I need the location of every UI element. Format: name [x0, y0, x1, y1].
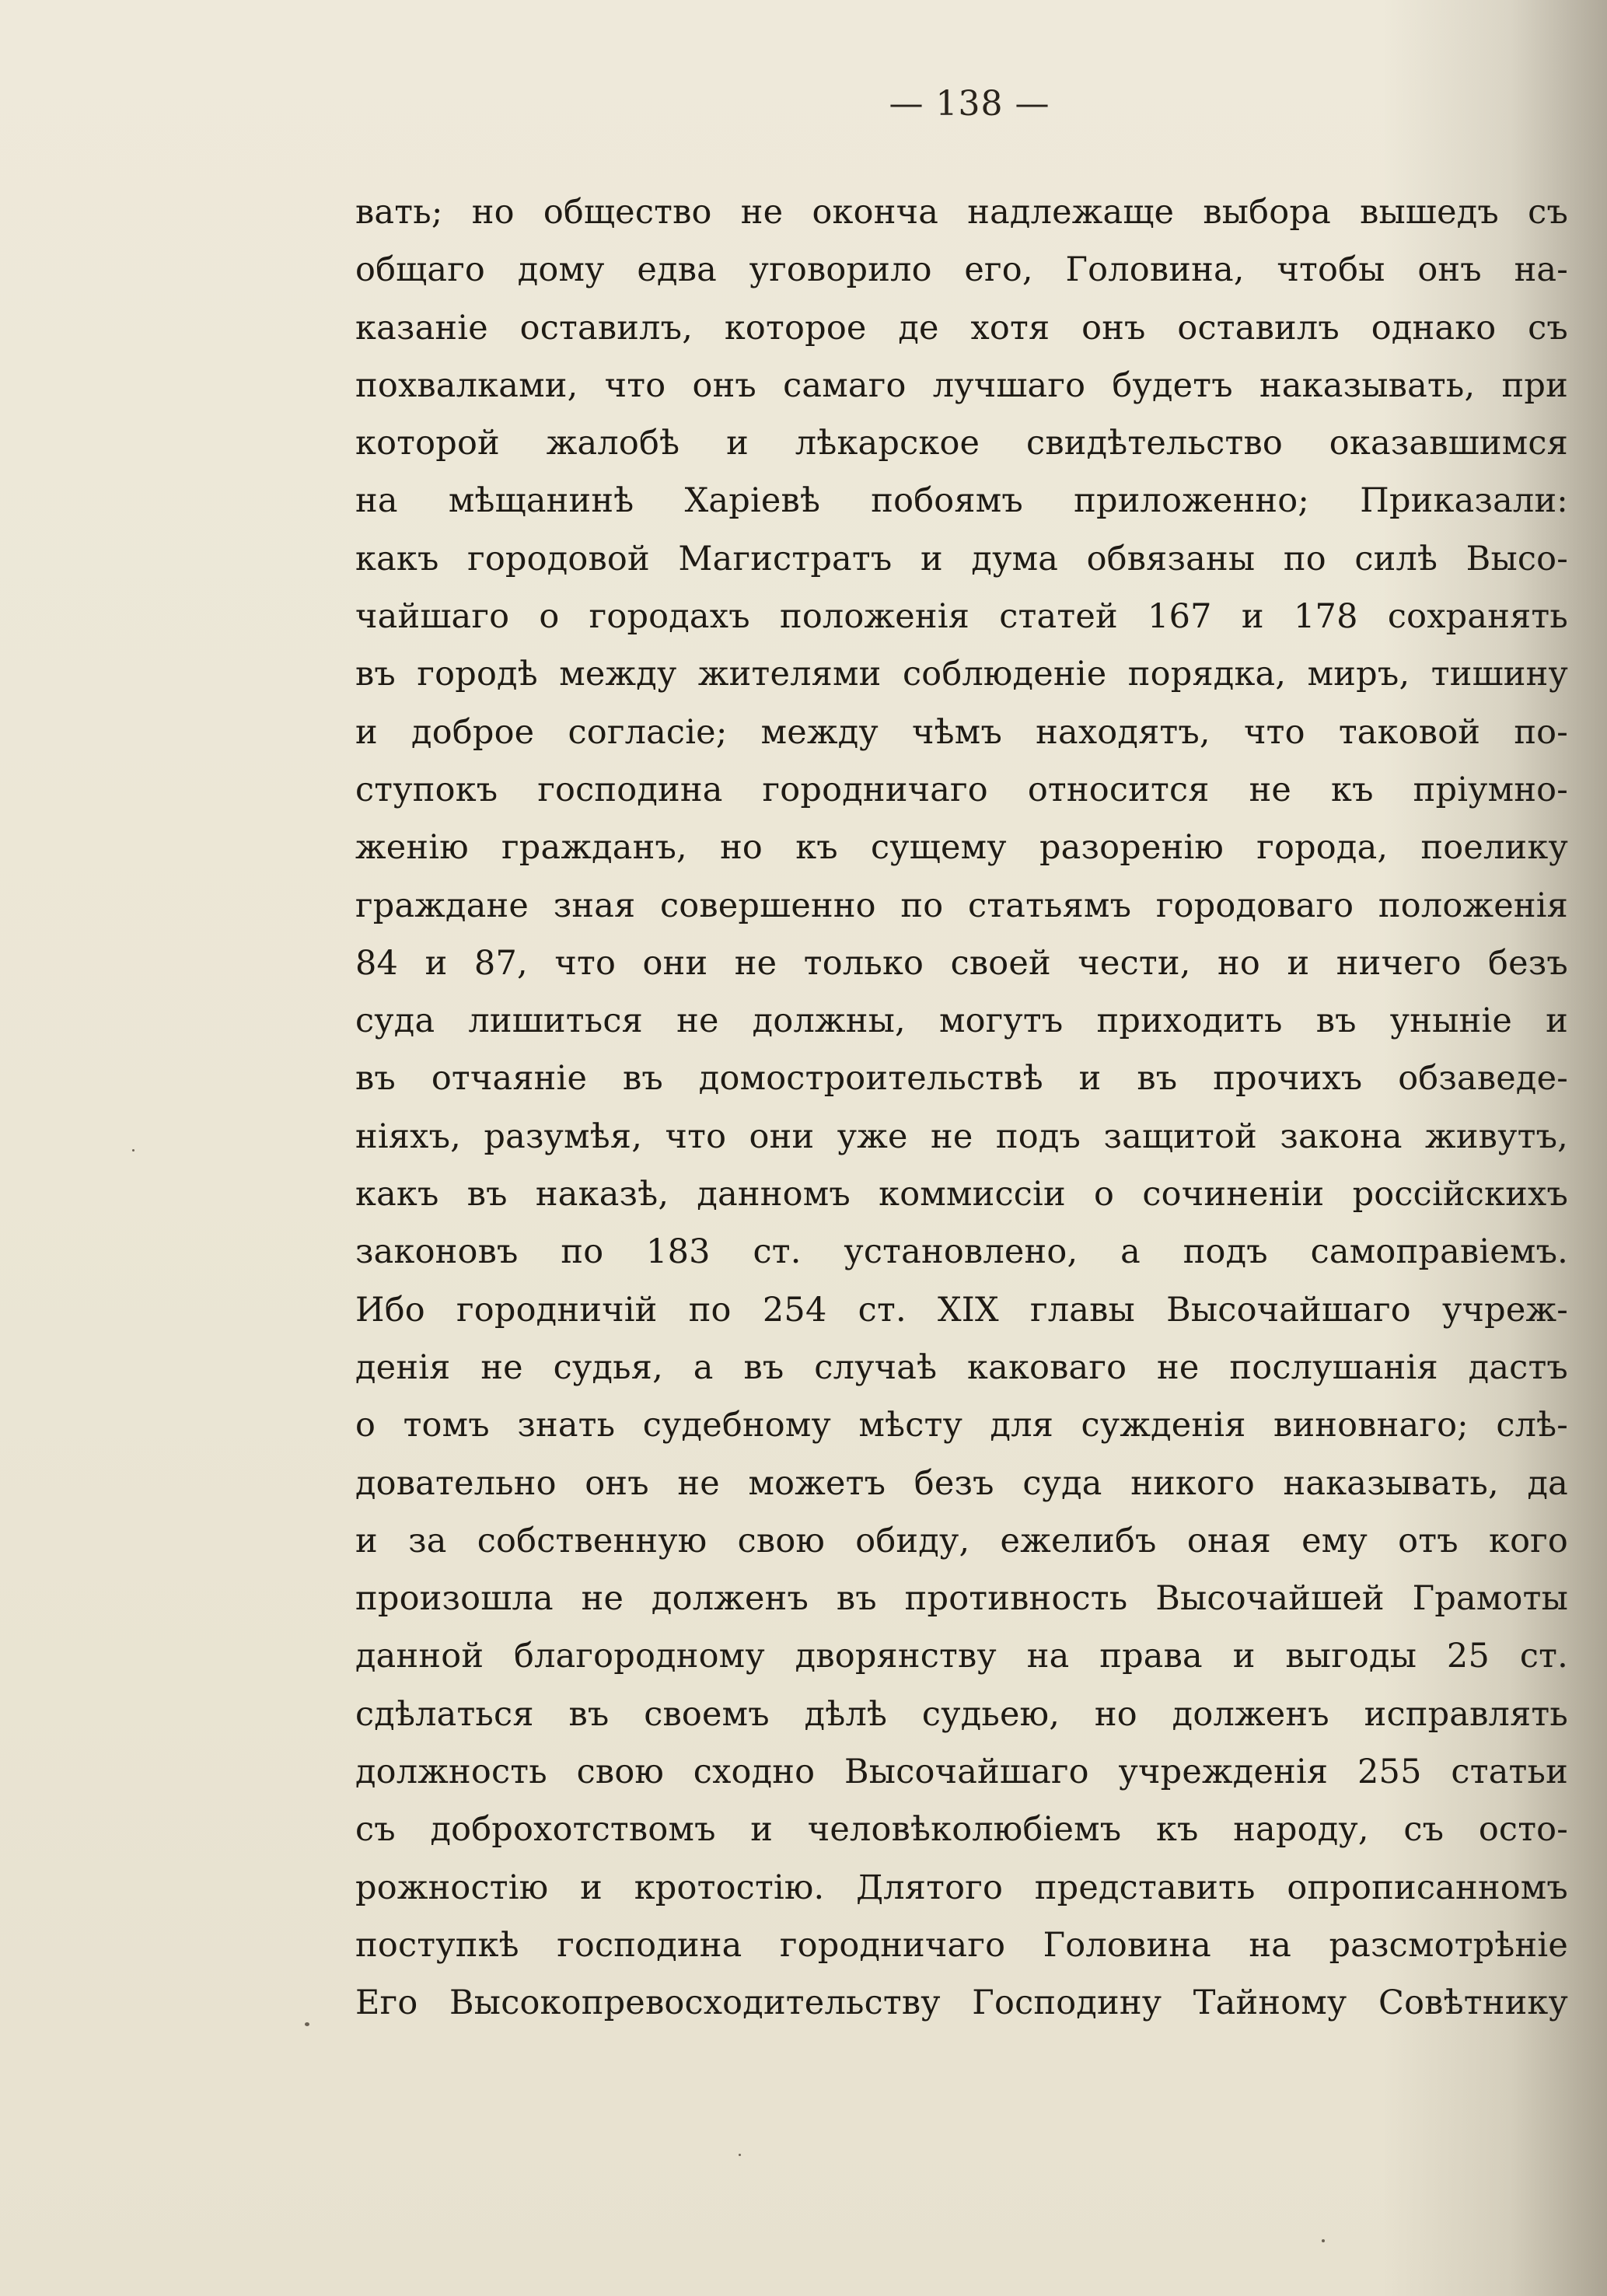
text-line: казаніе оставилъ, которое де хотя онъ оставилъ однако съ	[355, 308, 1568, 348]
text-line: чайшаго о городахъ положенія статей 167 и 178 сохранять	[355, 597, 1568, 637]
page-number: — 138 —	[889, 84, 1050, 124]
text-line: граждане зная совершенно по статьямъ городоваго положенія	[355, 886, 1568, 925]
text-line: съ доброхотствомъ и человѣколюбіемъ къ народу, съ осто-	[355, 1810, 1568, 1850]
text-line: которой жалобѣ и лѣкарское свидѣтельство оказавшимся	[355, 424, 1568, 463]
text-line: какъ городовой Магистратъ и дума обвязаны по силѣ Высо-	[355, 539, 1568, 578]
text-line: довательно онъ не можетъ безъ суда никого наказывать, да	[355, 1463, 1568, 1503]
text-line: Его Высокопревосходительству Господину Тайному Совѣтнику	[355, 1983, 1568, 2023]
text-line: должность свою сходно Высочайшаго учрежденія 255 статьи	[355, 1753, 1568, 1792]
text-line: ступокъ господина городничаго относится не къ пріумно-	[355, 770, 1568, 809]
body-text	[355, 183, 1568, 2032]
text-line: на мѣщанинѣ Харіевѣ побоямъ приложенно; Приказали:	[355, 481, 1568, 521]
text-line: поступкѣ господина городничаго Головина на разсмотрѣніе	[355, 1925, 1568, 1965]
text-line: ніяхъ, разумѣя, что они уже не подъ защитой закона живутъ,	[355, 1117, 1568, 1156]
text-line: въ городѣ между жителями соблюденіе порядка, миръ, тишину	[355, 655, 1568, 694]
text-line: 84 и 87, что они не только своей чести, но и ничего безъ	[355, 943, 1568, 983]
text-line: законовъ по 183 ст. установлено, а подъ самоправіемъ.	[355, 1232, 1568, 1272]
text-line: и доброе согласіе; между чѣмъ находятъ, что таковой по-	[355, 712, 1568, 752]
text-line: похвалками, что онъ самаго лучшаго будетъ наказывать, при	[355, 365, 1568, 405]
text-line: вать; но общество не окончa надлежаще выбора вышедъ съ	[355, 193, 1568, 232]
text-line: суда лишиться не должны, могутъ приходить въ уныніе и	[355, 1001, 1568, 1041]
text-line: о томъ знать судебному мѣсту для сужденія виновнаго; слѣ-	[355, 1406, 1568, 1445]
text-line: рожностію и кротостію. Длятого представить опрописанномъ	[355, 1868, 1568, 1907]
text-line: произошла не долженъ въ противность Высочайшей Грамоты	[355, 1579, 1568, 1619]
text-line: женію гражданъ, но къ сущему разоренію города, поелику	[355, 828, 1568, 868]
text-line: данной благородному дворянству на права и выгоды 25 ст.	[355, 1637, 1568, 1676]
text-line: денія не судья, а въ случаѣ каковаго не послушанія дастъ	[355, 1347, 1568, 1387]
text-line: и за собственную свою обиду, ежелибъ оная ему отъ кого	[355, 1521, 1568, 1560]
text-line: въ отчаяніе въ домостроительствѣ и въ прочихъ обзаведе-	[355, 1059, 1568, 1099]
text-line: сдѣлаться въ своемъ дѣлѣ судьею, но долженъ исправлять	[355, 1694, 1568, 1734]
text-line: какъ въ наказѣ, данномъ коммиссіи о сочиненіи россійскихъ	[355, 1175, 1568, 1214]
text-line: Ибо городничій по 254 ст. XIX главы Высочайшаго учреж-	[355, 1290, 1568, 1330]
text-line: общаго дому едва уговорило его, Головина, чтобы онъ на-	[355, 250, 1568, 290]
